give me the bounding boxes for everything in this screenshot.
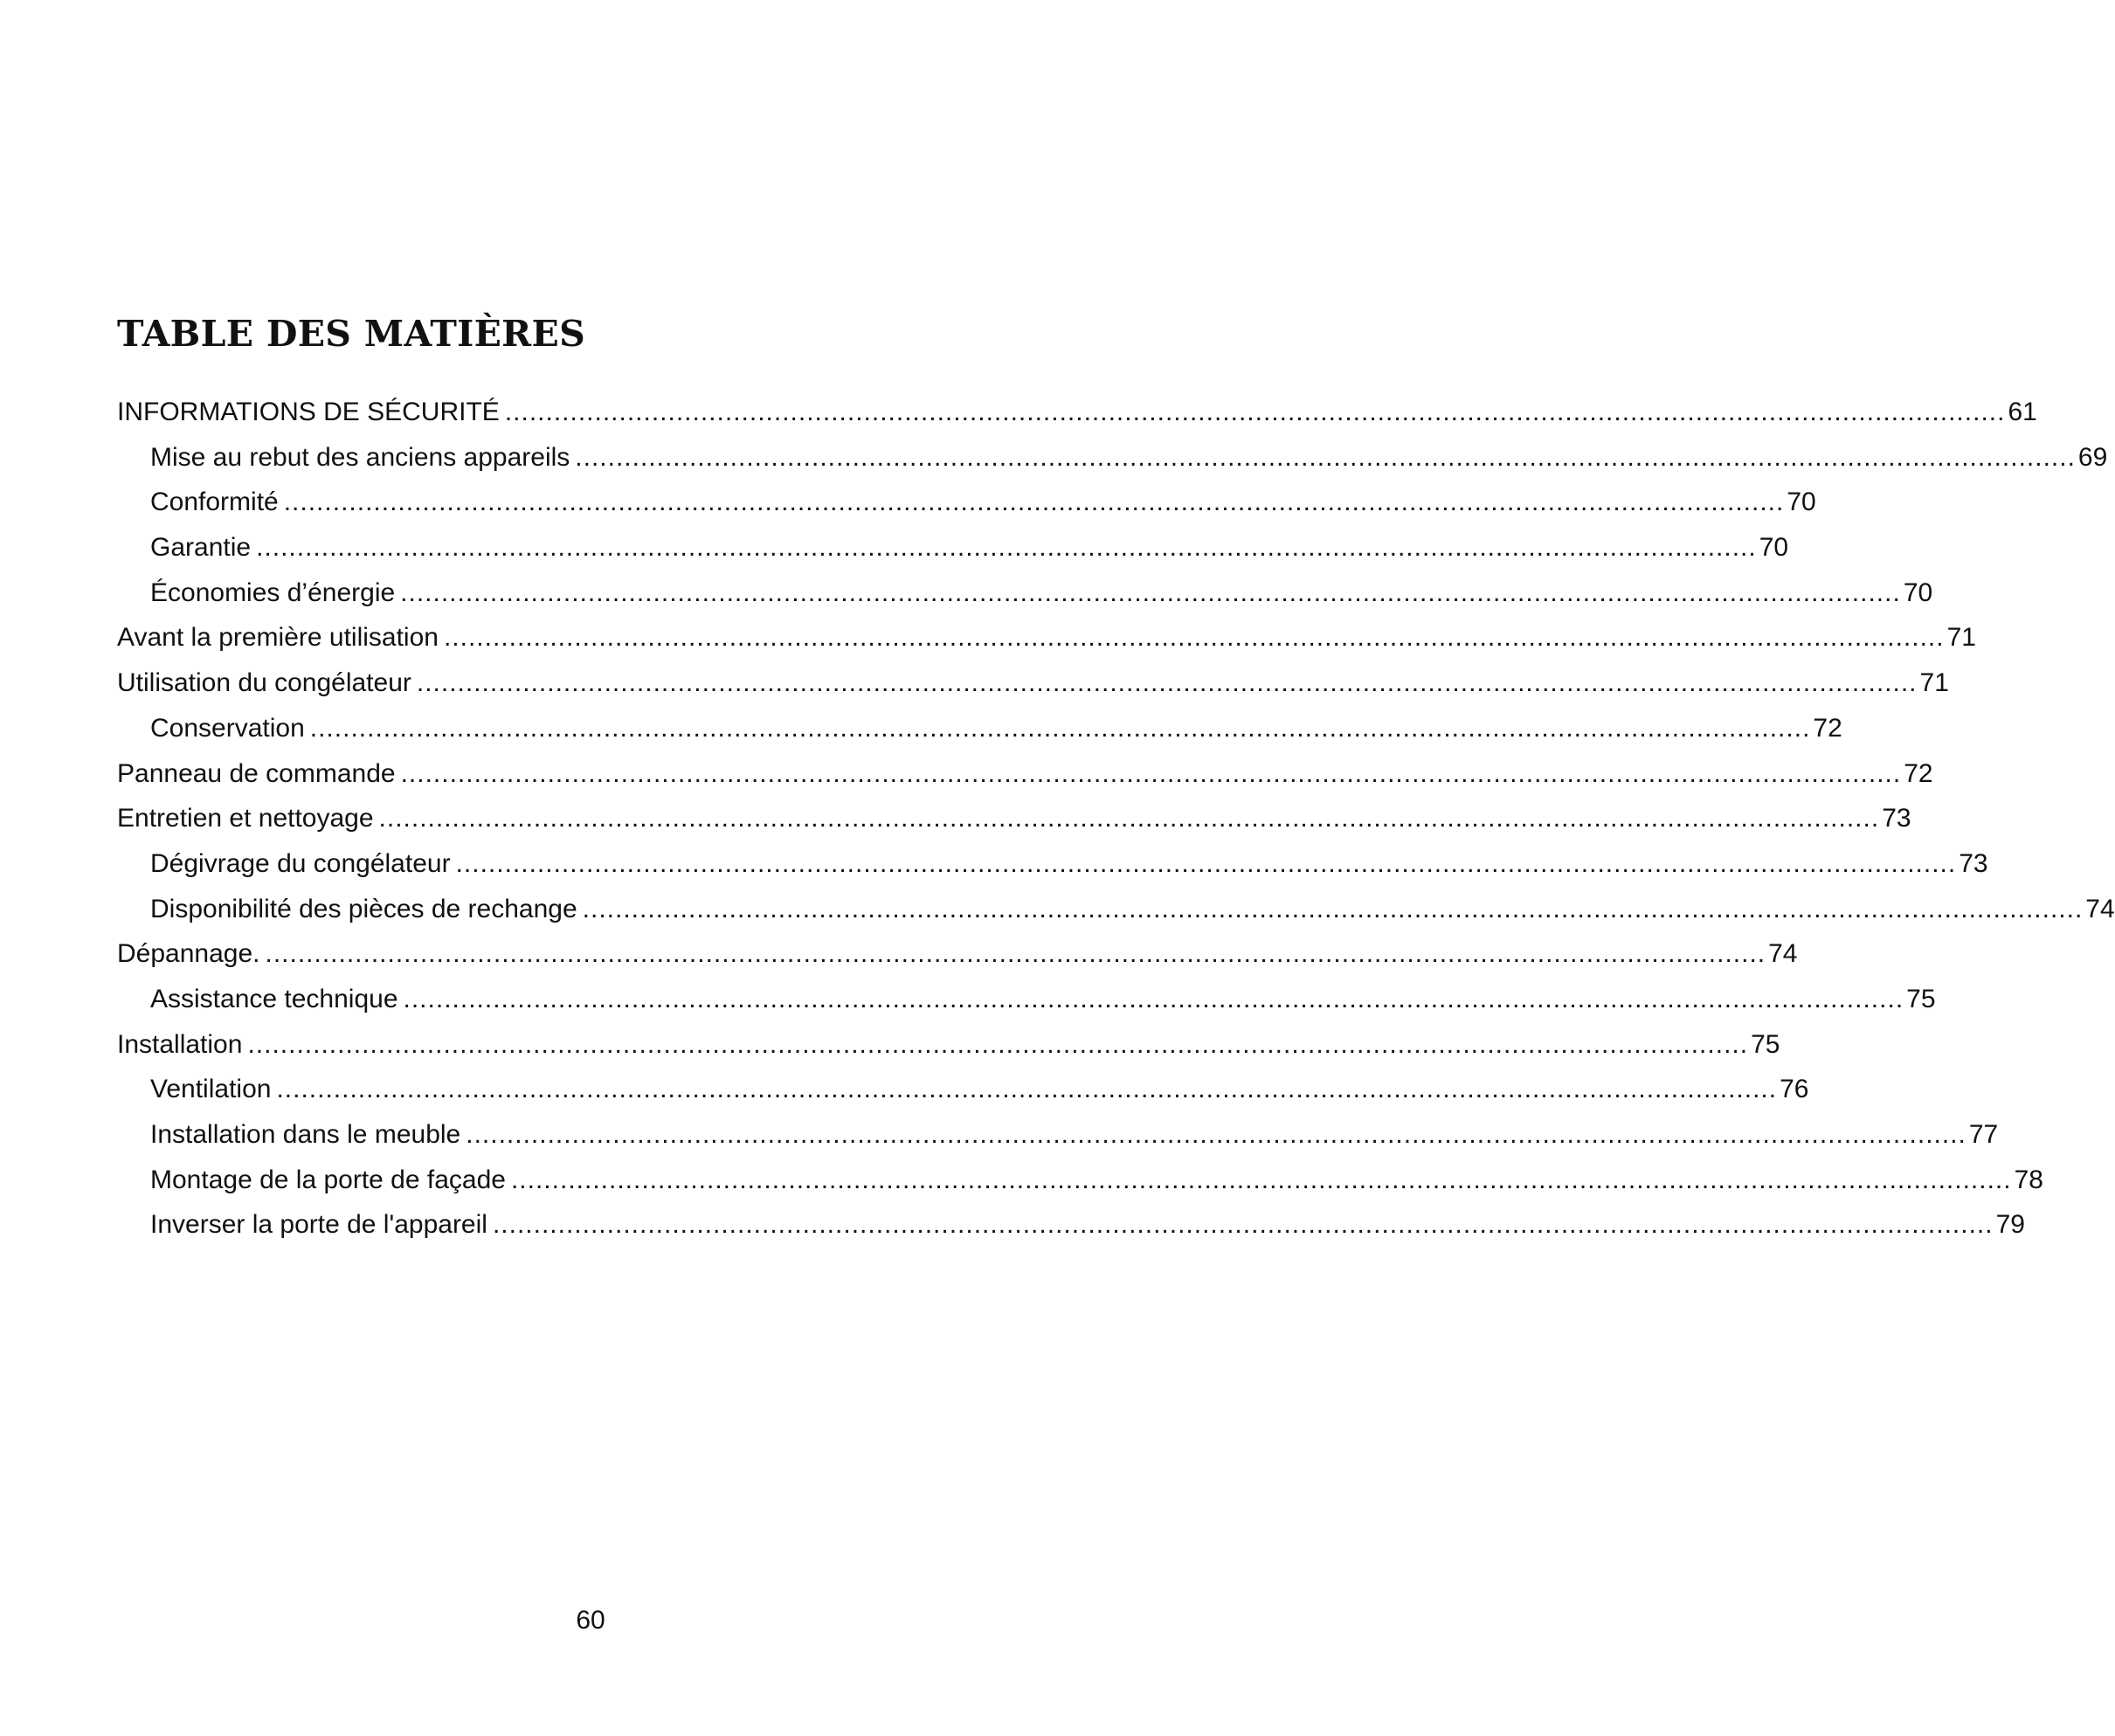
toc-dot-leader: ........................................................................................................................................................................................ — [416, 668, 1918, 698]
toc-entry-label: Installation dans le meuble — [150, 1120, 461, 1149]
toc-entry-page: 74 — [2085, 894, 2115, 923]
toc-entry[interactable] — [117, 398, 2037, 443]
toc-entry-page: 75 — [1906, 984, 1936, 1013]
toc-entry[interactable] — [117, 1029, 1780, 1075]
toc-dot-leader: ........................................................................................................................................................................................ — [403, 984, 1904, 1013]
toc-entry[interactable] — [117, 623, 1976, 668]
toc-entry-page: 71 — [1919, 668, 1949, 698]
toc-entry-page: 61 — [2008, 398, 2037, 426]
toc-entry-label: Garantie — [150, 533, 252, 563]
toc-entry[interactable] — [117, 668, 1949, 714]
toc-entry[interactable] — [117, 1210, 2025, 1255]
toc-entry-label: Conformité — [150, 488, 279, 517]
toc-entry-label: Conservation — [150, 713, 305, 743]
toc-entry-label: Panneau de commande — [117, 758, 396, 788]
toc-entry-label: Dégivrage du congélateur — [150, 848, 451, 878]
toc-entry-label: Utilisation du congélateur — [117, 668, 411, 698]
toc-entry-page: 75 — [1751, 1029, 1780, 1059]
toc-entry-label: Mise au rebut des anciens appareils — [150, 442, 570, 472]
toc-entry-label: Assistance technique — [150, 984, 398, 1013]
toc-entry-label: Économies d’énergie — [150, 578, 396, 607]
toc-entry-page: 76 — [1780, 1075, 1809, 1104]
toc-entry[interactable] — [117, 939, 1798, 985]
toc-dot-leader: ........................................................................................................................................................................................ — [575, 442, 2076, 472]
toc-dot-leader: ........................................................................................................................................................................................ — [378, 804, 1880, 833]
toc-title: TABLE DES MATIÈRES — [117, 313, 585, 355]
toc-dot-leader: ........................................................................................................................................................................................ — [400, 578, 1901, 607]
toc-entry-page: 74 — [1768, 939, 1798, 969]
toc-entry-page: 79 — [1995, 1210, 2025, 1240]
toc-entry[interactable] — [117, 578, 1933, 624]
toc-entry[interactable] — [117, 848, 1988, 895]
toc-entry-page: 78 — [2014, 1165, 2043, 1194]
toc-dot-leader: ........................................................................................................................................................................................ — [492, 1210, 1994, 1240]
toc-dot-leader: ........................................................................................................................................................................................ — [510, 1165, 2012, 1194]
toc-entry[interactable] — [117, 804, 1911, 849]
toc-entry[interactable] — [117, 488, 1816, 533]
toc-entry[interactable] — [117, 758, 1933, 805]
toc-dot-leader: ........................................................................................................................................................................................ — [309, 713, 1811, 743]
toc-dot-leader: ........................................................................................................................................................................................ — [504, 398, 2006, 426]
toc-entry-label: Installation — [117, 1029, 243, 1059]
toc-entry-page: 73 — [1882, 804, 1911, 833]
toc-entry-label: Disponibilité des pièces de rechange — [150, 894, 577, 923]
toc-entry[interactable] — [117, 533, 1789, 578]
toc-dot-leader: ........................................................................................................................................................................................ — [582, 894, 2084, 923]
toc-entry[interactable] — [117, 984, 1936, 1030]
toc-entry[interactable] — [117, 1165, 2043, 1211]
toc-entry-page: 69 — [2077, 442, 2108, 472]
toc-dot-leader: ........................................................................................................................................................................................ — [265, 939, 1766, 969]
toc-entry[interactable] — [117, 1120, 1999, 1165]
toc-entry-label: Montage de la porte de façade — [150, 1165, 506, 1194]
page-number: 60 — [576, 1606, 605, 1635]
toc-dot-leader: ........................................................................................................................................................................................ — [283, 488, 1785, 517]
toc-dot-leader: ........................................................................................................................................................................................ — [247, 1029, 1749, 1059]
toc-dot-leader: ........................................................................................................................................................................................ — [400, 758, 1902, 788]
toc-entry[interactable] — [117, 894, 2115, 940]
toc-entry-page: 70 — [1787, 488, 1816, 517]
toc-dot-leader: ........................................................................................................................................................................................ — [466, 1120, 1966, 1149]
toc-entry-label: Inverser la porte de l'appareil — [150, 1210, 487, 1240]
toc-entry-page: 70 — [1759, 533, 1789, 563]
toc-entry-page: 77 — [1968, 1120, 1999, 1149]
toc-entry-page: 70 — [1903, 578, 1933, 607]
toc-dot-leader: ........................................................................................................................................................................................ — [276, 1075, 1778, 1104]
toc-dot-leader: ........................................................................................................................................................................................ — [443, 623, 1945, 653]
toc-entry-label: INFORMATIONS DE SÉCURITÉ — [117, 398, 500, 426]
toc-entry-page: 72 — [1904, 758, 1933, 788]
toc-entry-label: Entretien et nettoyage — [117, 804, 374, 833]
toc-dot-leader: ........................................................................................................................................................................................ — [455, 848, 1957, 878]
toc-entry-label: Ventilation — [150, 1075, 272, 1104]
toc-entry-label: Avant la première utilisation — [117, 623, 439, 653]
toc-entry[interactable] — [117, 713, 1842, 759]
toc-list — [117, 398, 2115, 1255]
toc-entry[interactable] — [117, 442, 2108, 488]
toc-entry[interactable] — [117, 1075, 1809, 1120]
toc-dot-leader: ........................................................................................................................................................................................ — [256, 533, 1757, 563]
toc-entry-page: 73 — [1959, 848, 1988, 878]
toc-entry-page: 71 — [1946, 623, 1976, 653]
toc-entry-page: 72 — [1813, 713, 1842, 743]
toc-entry-label: Dépannage. — [117, 939, 260, 969]
